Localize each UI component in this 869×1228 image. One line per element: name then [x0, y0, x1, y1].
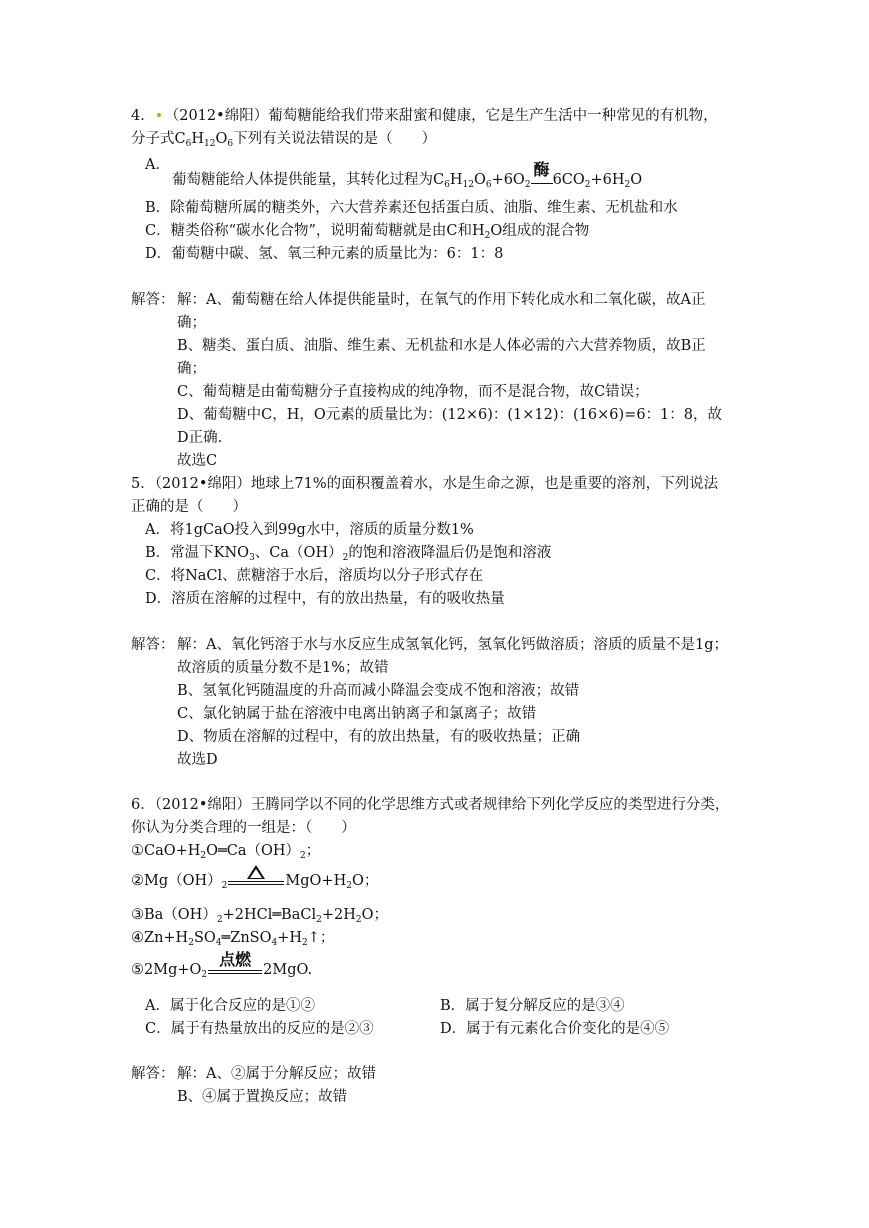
q6-reaction-3: $③Ba(OH)_2+2HCl═BaCl_2+2H_2O$； — [131, 907, 388, 925]
q6-option-a: A．属于化合反应的是①② — [145, 998, 315, 1014]
q4-option-d: D．葡萄糖中碳、氢、氧三种元素的质量比为：6：1：8 — [145, 246, 504, 262]
q6-answer-line: 解：A、②属于分解反应；故错 — [177, 1066, 376, 1082]
q5-answer-line: 故选D — [177, 752, 218, 768]
q6-reaction-4: $④Zn+H_2SO_4═ZnSO_4+H_2↑$； — [131, 930, 335, 948]
q4-answer-line: 确； — [177, 361, 206, 377]
enzyme-condition: 酶 — [531, 183, 553, 190]
triangle-heat-icon — [247, 865, 265, 879]
q5-option-a: A．将1gCaO投入到99g水中，溶质的质量分数1% — [145, 522, 474, 538]
q4-answer-line: C、葡萄糖是由葡萄糖分子直接构成的纯净物，而不是混合物，故C错误； — [177, 384, 649, 400]
q4-option-a-label: A． — [145, 157, 170, 173]
q6-option-c: C．属于有热量放出的反应的是②③ — [145, 1021, 374, 1037]
q4-answer-line: 故选C — [177, 453, 218, 469]
q5-answer-label: 解答： — [131, 637, 175, 653]
q6-reaction-5: $⑤2Mg+O_2$ 点燃 2MgO. — [131, 950, 313, 980]
q4-answer-line: 确； — [177, 315, 206, 331]
q4-option-a: 葡萄糖能给人体提供能量，其转化过程为$C_6H_{12}O_6+6O_2$ 酶 $6CO_2+6H_2O$ — [172, 160, 643, 190]
q5-line1: 5．（2012•绵阳）地球上71%的面积覆盖着水，水是生命之源，也是重要的溶剂，下列说法 — [131, 476, 719, 492]
q4-answer-line: D、葡萄糖中C，H，O元素的质量比为：(12×6)：(1×12)：(16×6)=6：1：8，故 — [177, 407, 722, 423]
q4-answer-line: D正确. — [177, 430, 223, 446]
heat-condition — [228, 881, 284, 891]
q4-answer-label: 解答： — [131, 292, 175, 308]
q4-answer-line: 解：A、葡萄糖在给人体提供能量时，在氧气的作用下转化成水和二氧化碳，故A正 — [177, 292, 706, 308]
q4-line2: 分子式$C_6H_{12}O_6$下列有关说法错误的是（ ） — [131, 131, 437, 149]
q6-answer-line: B、④属于置换反应；故错 — [177, 1089, 348, 1105]
q4-option-c: C．糖类俗称“碳水化合物”，说明葡萄糖就是由C和$H_2O$组成的混合物 — [145, 223, 590, 241]
q6-line1: 6．（2012•绵阳）王腾同学以不同的化学思维方式或者规律给下列化学反应的类型进行分类， — [131, 797, 730, 813]
q6-answer-label: 解答： — [131, 1066, 175, 1082]
q6-option-d: D．属于有元素化合价变化的是④⑤ — [440, 1021, 670, 1037]
q6-reaction-2: $②Mg(OH)_2$ $MgO+H_2O$； — [131, 871, 378, 891]
q5-option-c: C．将NaCl、蔗糖溶于水后，溶质均以分子形式存在 — [145, 568, 484, 584]
q5-option-b: B．常温下$KNO_3$、$Ca(OH)_2$的饱和溶液降温后仍是饱和溶液 — [145, 545, 552, 563]
q5-answer-line: B、氢氧化钙随温度的升高而减小降温会变成不饱和溶液；故错 — [177, 683, 580, 699]
q5-line2: 正确的是（ ） — [131, 499, 247, 515]
q6-line2: 你认为分类合理的一组是：（ ） — [131, 820, 356, 836]
q5-answer-line: 故溶质的质量分数不是1%；故错 — [177, 660, 389, 676]
q5-option-d: D．溶质在溶解的过程中，有的放出热量，有的吸收热量 — [145, 591, 505, 607]
ignition-condition: 点燃 — [208, 970, 262, 980]
q6-option-b: B．属于复分解反应的是③④ — [440, 998, 625, 1014]
q6-reaction-1: $①CaO+H_2O═Ca(OH)_2$； — [131, 843, 321, 861]
q4-answer-line: B、糖类、蛋白质、油脂、维生素、无机盐和水是人体必需的六大营养物质，故B正 — [177, 338, 706, 354]
q4-line1: 4． （2012•绵阳）葡萄糖能给我们带来甜蜜和健康，它是生产生活中一种常见的有机物， — [131, 108, 718, 124]
q4-option-b: B．除葡萄糖所属的糖类外，六大营养素还包括蛋白质、油脂、维生素、无机盐和水 — [145, 200, 678, 216]
q5-answer-line: C、氯化钠属于盐在溶液中电离出钠离子和氯离子；故错 — [177, 706, 537, 722]
q5-answer-line: 解：A、氧化钙溶于水与水反应生成氢氧化钙，氢氧化钙做溶质；溶质的质量不是1g； — [177, 637, 728, 653]
marker-dot-icon — [157, 113, 161, 117]
q5-answer-line: D、物质在溶解的过程中，有的放出热量，有的吸收热量；正确 — [177, 729, 581, 745]
